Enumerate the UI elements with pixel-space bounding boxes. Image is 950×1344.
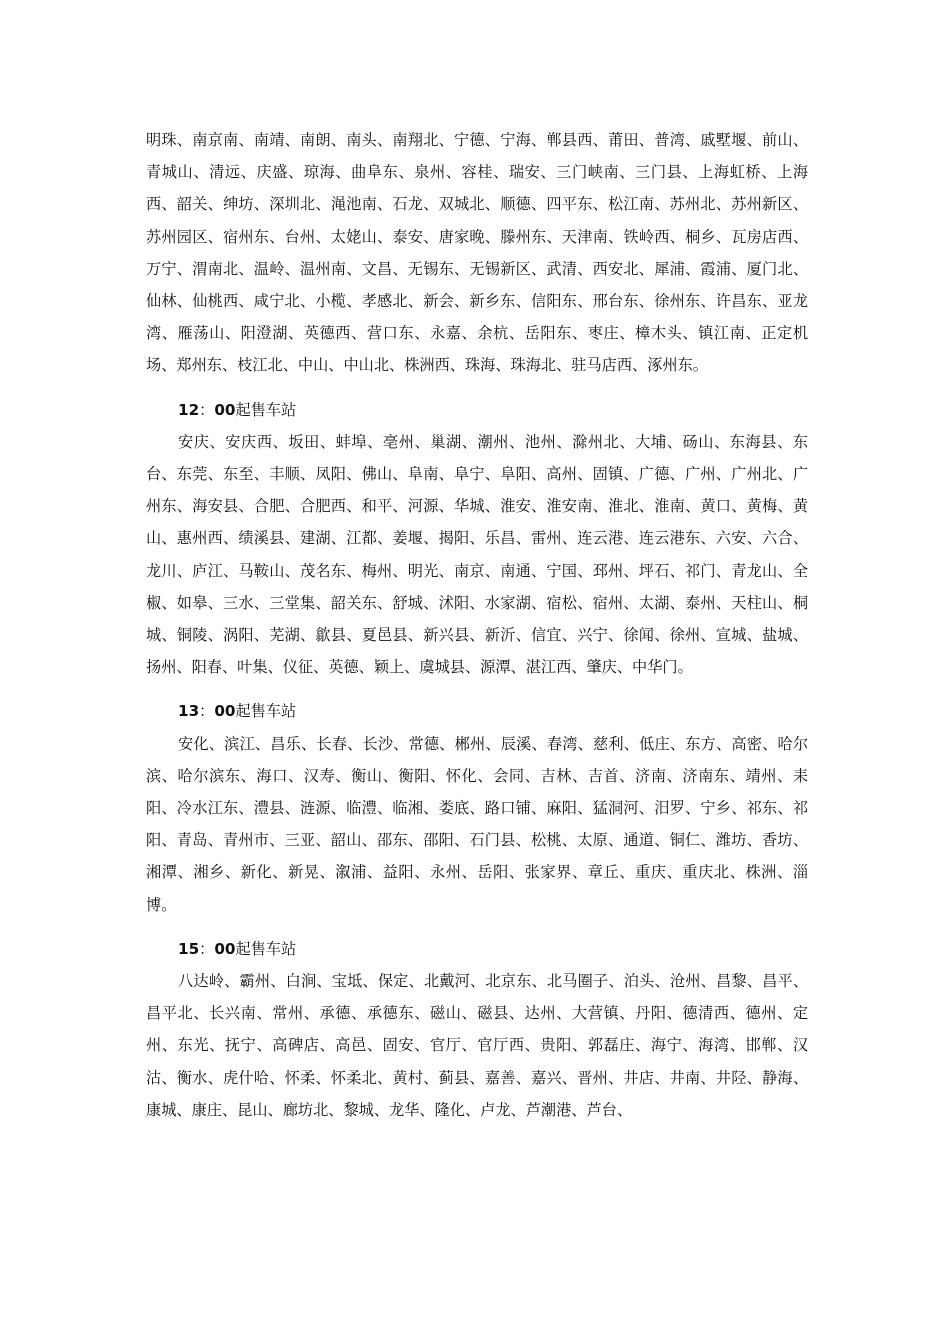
sale-time-minute: 00	[214, 939, 236, 958]
sale-time-hour: 15	[178, 939, 200, 958]
document-page	[146, 124, 808, 1126]
sale-time-colon: ：	[199, 400, 215, 419]
sale-time-colon: ：	[199, 702, 215, 721]
sale-time-hour: 12	[178, 400, 200, 419]
section-gap	[146, 683, 808, 695]
section-gap	[146, 921, 808, 933]
station-list-1300: 安化、滨江、昌乐、长春、长沙、常德、郴州、辰溪、春湾、慈利、低庄、东方、高密、哈尔滨、哈尔滨东、海口、汉寿、衡山、衡阳、怀化、会同、吉林、吉首、济南、济南东、靖州、耒阳、冷水江东、澧县、涟源、临澧、临湘、娄底、路口铺、麻阳、猛洞河、汨罗、宁乡、祁东、祁阳、青岛、青州市、三亚、韶山、邵东、邵阳、石门县、松桃、太原、通道、铜仁、潍坊、香坊、湘潭、湘乡、新化、新晃、溆浦、益阳、永州、岳阳、张家界、章丘、重庆、重庆北、株洲、淄博。	[146, 734, 808, 914]
section-heading-1500	[146, 933, 808, 965]
sale-time-colon: ：	[199, 939, 215, 958]
station-list-paragraph: 明珠、南京南、南靖、南朗、南头、南翔北、宁德、宁海、郸县西、莆田、普湾、戚墅堰、前山、青城山、清远、庆盛、琼海、曲阜东、泉州、容桂、瑞安、三门峡南、三门县、上海虹桥、上海西、韶关、绅坊、深圳北、渑池南、石龙、双城北、顺德、四平东、松江南、苏州北、苏州新区、苏州园区、宿州东、台州、太姥山、泰安、唐家晚、滕州东、天津南、铁岭西、桐乡、瓦房店西、万宁、渭南北、温岭、温州南、文昌、无锡东、无锡新区、武清、西安北、犀浦、霞浦、厦门北、仙林、仙桃西、咸宁北、小榄、孝感北、新会、新乡东、信阳东、邢台东、徐州东、许昌东、亚龙湾、雁荡山、阳澄湖、英德西、营口东、永嘉、余杭、岳阳东、枣庄、樟木头、镇江南、正定机场、郑州东、枝江北、中山、中山北、株洲西、珠海、珠海北、驻马店西、涿州东。	[146, 131, 808, 375]
sale-time-minute: 00	[214, 400, 236, 419]
section-label: 起售车站	[235, 702, 297, 721]
station-list-1500: 八达岭、霸州、白涧、宝坻、保定、北戴河、北京东、北马圈子、泊头、沧州、昌黎、昌平、昌平北、长兴南、常州、承德、承德东、磁山、磁县、达州、大营镇、丹阳、德清西、德州、定州、东光、抚宁、高碑店、高邑、固安、官厅、官厅西、贵阳、郭磊庄、海宁、海湾、邯郸、汉沽、衡水、虎什哈、怀柔、怀柔北、黄村、蓟县、嘉善、嘉兴、晋州、井店、井南、井陉、静海、康城、康庄、昆山、廊坊北、黎城、龙华、隆化、卢龙、芦潮港、芦台、	[146, 972, 808, 1119]
station-list-1200: 安庆、安庆西、坂田、蚌埠、亳州、巢湖、潮州、池州、滁州北、大埔、砀山、东海县、东台、东莞、东至、丰顺、凤阳、佛山、阜南、阜宁、阜阳、高州、固镇、广德、广州、广州北、广州东、海安县、合肥、合肥西、和平、河源、华城、淮安、淮安南、淮北、淮南、黄口、黄梅、黄山、惠州西、绩溪县、建湖、江都、姜堰、揭阳、乐昌、雷州、连云港、连云港东、六安、六合、龙川、庐江、马鞍山、茂名东、梅州、明光、南京、南通、宁国、邳州、坪石、祁门、青龙山、全椒、如皋、三水、三堂集、韶关东、舒城、沭阳、水家湖、宿松、宿州、太湖、泰州、天柱山、桐城、铜陵、涡阳、芜湖、歙县、夏邑县、新兴县、新沂、信宜、兴宁、徐闻、徐州、宣城、盐城、扬州、阳春、叶集、仪征、英德、颖上、虞城县、源潭、湛江西、肇庆、中华门。	[146, 432, 808, 677]
sale-time-hour: 13	[178, 702, 200, 721]
section-gap	[146, 382, 808, 394]
section-label: 起售车站	[235, 939, 297, 958]
sale-time-minute: 00	[214, 702, 236, 721]
section-heading-1200	[146, 394, 808, 426]
section-heading-1300	[146, 695, 808, 727]
section-label: 起售车站	[235, 400, 297, 419]
